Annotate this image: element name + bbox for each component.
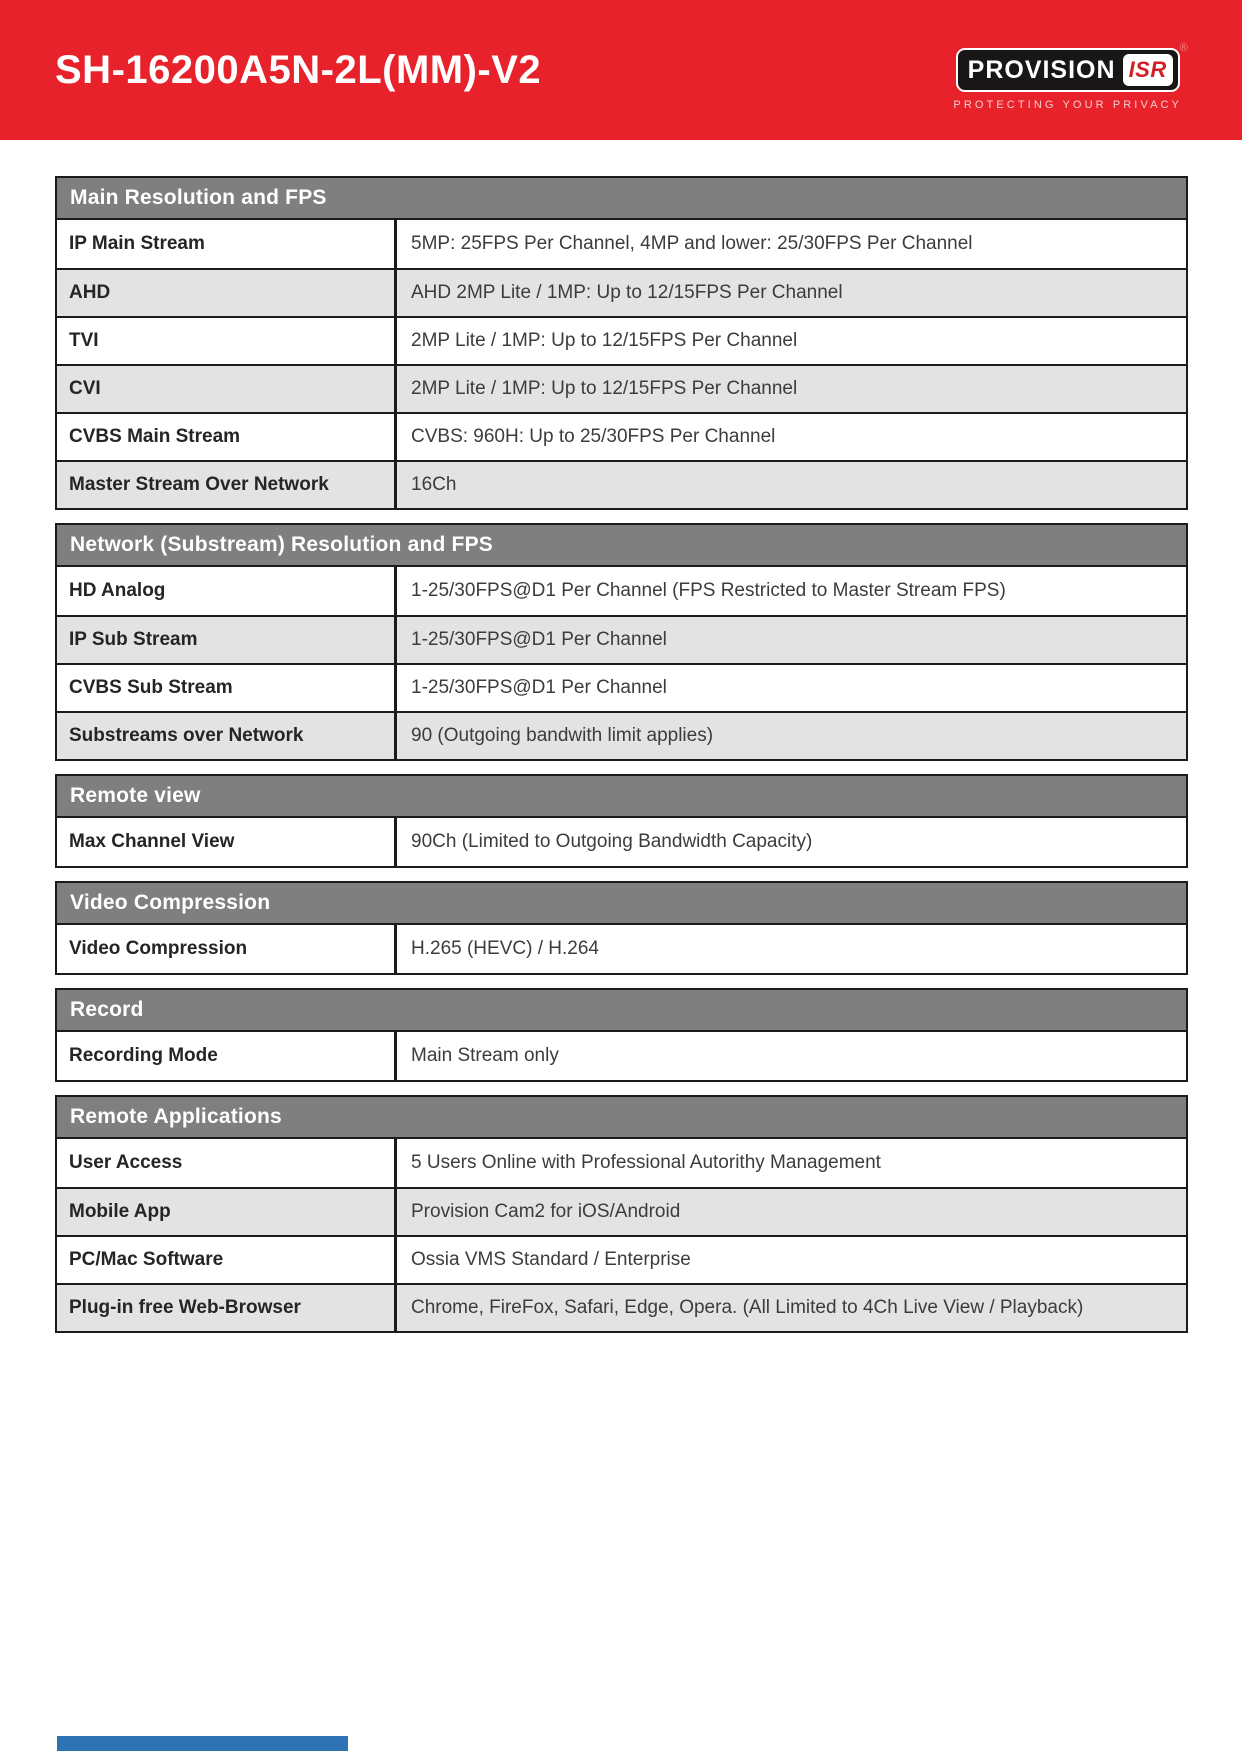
spec-value: 5 Users Online with Professional Autorithy Management — [411, 1152, 881, 1173]
spec-row — [57, 1187, 1186, 1235]
spec-value: H.265 (HEVC) / H.264 — [411, 938, 599, 959]
spec-value: Chrome, FireFox, Safari, Edge, Opera. (All Limited to 4Ch Live View / Playback) — [411, 1297, 1084, 1318]
spec-value: 90 (Outgoing bandwith limit applies) — [411, 725, 714, 746]
logo-brand-text: PROVISION — [967, 55, 1116, 84]
spec-row — [57, 220, 1186, 268]
page-title: SH-16200A5N-2L(MM)-V2 — [55, 47, 542, 92]
spec-label: Master Stream Over Network — [57, 462, 397, 508]
spec-table — [55, 523, 1188, 761]
spec-label: User Access — [57, 1139, 397, 1187]
spec-label: CVBS Main Stream — [57, 414, 397, 460]
section-header: Main Resolution and FPS — [57, 178, 1186, 220]
spec-value: Ossia VMS Standard / Enterprise — [411, 1249, 691, 1270]
spec-label: PC/Mac Software — [57, 1237, 397, 1283]
spec-value: Main Stream only — [411, 1045, 559, 1066]
spec-row — [57, 663, 1186, 711]
spec-table — [55, 774, 1188, 868]
spec-row — [57, 268, 1186, 316]
spec-table — [55, 1095, 1188, 1333]
spec-value: AHD 2MP Lite / 1MP: Up to 12/15FPS Per Channel — [411, 282, 843, 303]
spec-table — [55, 176, 1188, 510]
spec-label: Substreams over Network — [57, 713, 397, 759]
spec-row — [57, 1235, 1186, 1283]
spec-row — [57, 567, 1186, 615]
spec-label: IP Sub Stream — [57, 617, 397, 663]
section-header: Video Compression — [57, 883, 1186, 925]
spec-row — [57, 925, 1186, 973]
section-header: Record — [57, 990, 1186, 1032]
spec-row — [57, 1032, 1186, 1080]
section-header: Remote Applications — [57, 1097, 1186, 1139]
spec-label: CVI — [57, 366, 397, 412]
spec-table — [55, 988, 1188, 1082]
logo-tagline: PROTECTING YOUR PRIVACY — [953, 99, 1182, 111]
spec-value: 2MP Lite / 1MP: Up to 12/15FPS Per Channel — [411, 378, 798, 399]
spec-value: Provision Cam2 for iOS/Android — [411, 1201, 681, 1222]
spec-row — [57, 412, 1186, 460]
footer-accent-bar — [57, 1736, 348, 1751]
page-header — [0, 0, 1242, 140]
logo-isr-text: ISR — [1128, 57, 1167, 82]
spec-row — [57, 316, 1186, 364]
spec-table — [55, 881, 1188, 975]
spec-row — [57, 818, 1186, 866]
spec-value: 5MP: 25FPS Per Channel, 4MP and lower: 25/30FPS Per Channel — [411, 233, 973, 254]
provision-isr-logo — [956, 42, 1188, 92]
spec-label: Max Channel View — [57, 818, 397, 866]
spec-value: 2MP Lite / 1MP: Up to 12/15FPS Per Channel — [411, 330, 798, 351]
spec-label: Mobile App — [57, 1189, 397, 1235]
spec-label: CVBS Sub Stream — [57, 665, 397, 711]
spec-row — [57, 711, 1186, 759]
spec-row — [57, 1139, 1186, 1187]
spec-row — [57, 615, 1186, 663]
spec-tables-container — [55, 176, 1188, 1346]
spec-row — [57, 460, 1186, 508]
spec-label: Plug-in free Web-Browser — [57, 1285, 397, 1331]
registered-trademark-icon: ® — [1179, 42, 1188, 54]
spec-label: HD Analog — [57, 567, 397, 615]
spec-label: AHD — [57, 270, 397, 316]
spec-value: CVBS: 960H: Up to 25/30FPS Per Channel — [411, 426, 776, 447]
spec-label: Recording Mode — [57, 1032, 397, 1080]
brand-logo — [953, 42, 1188, 111]
spec-label: Video Compression — [57, 925, 397, 973]
spec-value: 16Ch — [411, 474, 457, 495]
spec-value: 1-25/30FPS@D1 Per Channel — [411, 677, 667, 698]
spec-row — [57, 1283, 1186, 1331]
section-header: Remote view — [57, 776, 1186, 818]
spec-label: TVI — [57, 318, 397, 364]
spec-value: 1-25/30FPS@D1 Per Channel (FPS Restricted to Master Stream FPS) — [411, 580, 1006, 601]
spec-label: IP Main Stream — [57, 220, 397, 268]
spec-value: 1-25/30FPS@D1 Per Channel — [411, 629, 667, 650]
spec-row — [57, 364, 1186, 412]
spec-value: 90Ch (Limited to Outgoing Bandwidth Capacity) — [411, 831, 813, 852]
logo-isr-badge — [1123, 54, 1173, 86]
section-header: Network (Substream) Resolution and FPS — [57, 525, 1186, 567]
